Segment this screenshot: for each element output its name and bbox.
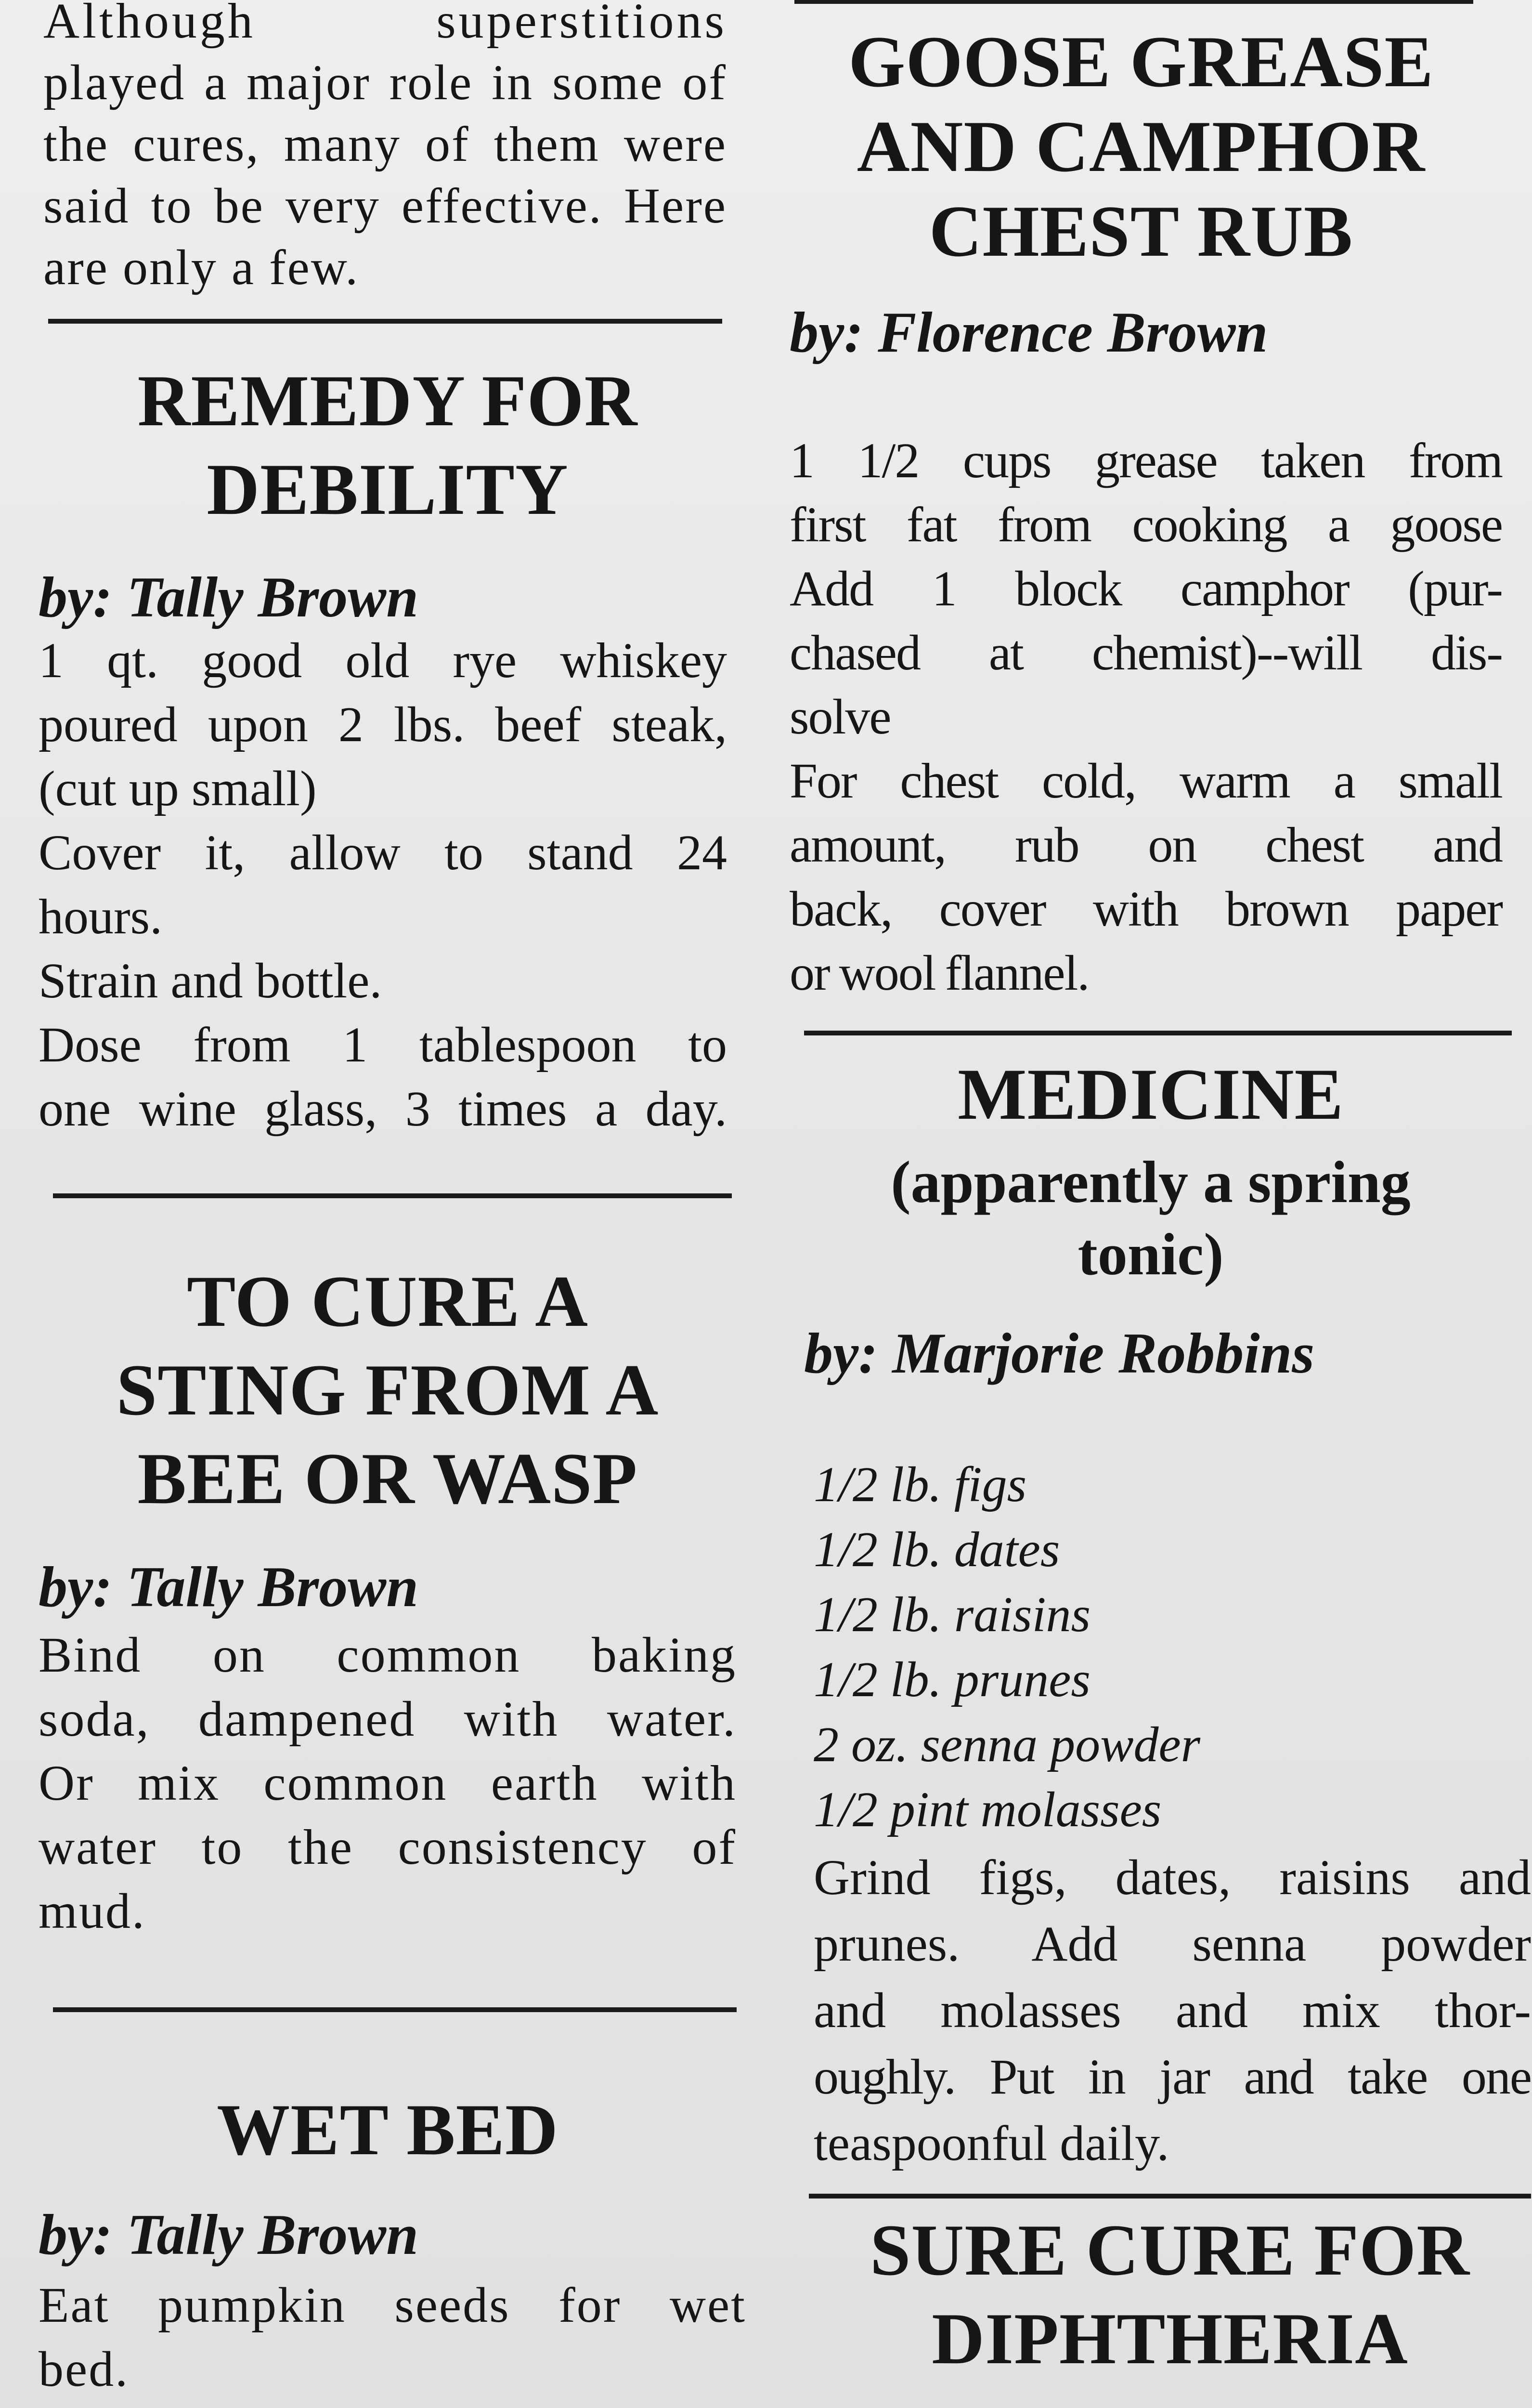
body-line: first fat from cooking a goose bbox=[790, 497, 1502, 552]
body-line: Eat pumpkin seeds for wet bbox=[39, 2277, 746, 2333]
body-line: prunes. Add senna powder bbox=[814, 1916, 1531, 1972]
medicine-subtitle bbox=[794, 1146, 1507, 1291]
body-line: Add 1 block camphor (pur- bbox=[790, 561, 1502, 616]
body-line: teaspoonful daily. bbox=[814, 2116, 1169, 2171]
body-line: oughly. Put in jar and take one bbox=[814, 2049, 1531, 2105]
ingredient-item: 1/2 lb. figs bbox=[814, 1457, 1027, 1512]
medicine-directions bbox=[814, 1845, 1531, 2177]
body-line: For chest cold, warm a small bbox=[790, 753, 1502, 809]
intro-line: said to be very effective. Here bbox=[43, 178, 727, 234]
wetbed-byline: by: Tally Brown bbox=[39, 2202, 418, 2266]
body-line: (cut up small) bbox=[39, 761, 317, 816]
debility-byline: by: Tally Brown bbox=[39, 565, 418, 629]
title-line: SURE CURE FOR bbox=[870, 2210, 1470, 2290]
goose-title bbox=[775, 19, 1507, 274]
section-divider bbox=[53, 1193, 732, 1198]
body-line: back, cover with brown paper bbox=[790, 881, 1502, 937]
intro-line: played a major role in some of bbox=[43, 55, 727, 110]
body-line: 1 qt. good old rye whiskey bbox=[39, 633, 727, 688]
title-line: CHEST RUB bbox=[929, 191, 1353, 272]
body-line: soda, dampened with water. bbox=[39, 1691, 737, 1747]
diphtheria-title bbox=[809, 2206, 1531, 2383]
debility-title bbox=[39, 356, 737, 534]
medicine-byline: by: Marjorie Robbins bbox=[804, 1321, 1315, 1385]
section-divider bbox=[53, 2007, 737, 2012]
section-divider bbox=[809, 2194, 1531, 2199]
title-line: STING FROM A bbox=[116, 1349, 659, 1430]
sting-title bbox=[39, 1257, 737, 1523]
intro-line: Although superstitions bbox=[43, 0, 727, 49]
body-line: water to the consistency of bbox=[39, 1819, 737, 1875]
body-line: bed. bbox=[39, 2342, 130, 2397]
body-line: one wine glass, 3 times a day. bbox=[39, 1081, 727, 1137]
body-line: chased at chemist)--will dis- bbox=[790, 625, 1502, 681]
body-line: Dose from 1 tablespoon to bbox=[39, 1017, 727, 1073]
body-line: 1 1/2 cups grease taken from bbox=[790, 433, 1502, 488]
medicine-ingredients bbox=[814, 1452, 1391, 1842]
subtitle-line: (apparently a spring bbox=[891, 1149, 1411, 1215]
section-divider bbox=[48, 319, 722, 324]
body-line: Grind figs, dates, raisins and bbox=[814, 1850, 1531, 1905]
body-line: Bind on common baking bbox=[39, 1627, 737, 1683]
title-line: DIPHTHERIA bbox=[932, 2298, 1408, 2379]
body-line: poured upon 2 lbs. beef steak, bbox=[39, 697, 727, 752]
body-line: solve bbox=[790, 689, 891, 745]
section-divider bbox=[804, 1031, 1512, 1035]
title-line: TO CURE A bbox=[187, 1261, 588, 1342]
wetbed-title: WET BED bbox=[217, 2089, 558, 2170]
body-line: Cover it, allow to stand 24 bbox=[39, 825, 727, 880]
ingredient-item: 1/2 lb. raisins bbox=[814, 1587, 1091, 1642]
sting-byline: by: Tally Brown bbox=[39, 1555, 418, 1619]
title-line: DEBILITY bbox=[207, 449, 569, 530]
title-line: AND CAMPHOR bbox=[857, 106, 1426, 187]
body-line: Strain and bottle. bbox=[39, 953, 382, 1008]
section-divider bbox=[794, 0, 1473, 4]
goose-body bbox=[790, 429, 1502, 1005]
intro-line: are only a few. bbox=[43, 240, 360, 295]
intro-paragraph bbox=[43, 0, 727, 299]
sting-body bbox=[39, 1623, 737, 1943]
body-line: and molasses and mix thor- bbox=[814, 1983, 1531, 2038]
subtitle-line: tonic) bbox=[1078, 1221, 1224, 1287]
title-line: REMEDY FOR bbox=[137, 360, 638, 441]
wetbed-body bbox=[39, 2273, 746, 2401]
title-line: BEE OR WASP bbox=[137, 1438, 638, 1519]
body-line: Or mix common earth with bbox=[39, 1755, 737, 1811]
ingredient-item: 1/2 lb. dates bbox=[814, 1522, 1060, 1577]
ingredient-item: 1/2 lb. prunes bbox=[814, 1652, 1091, 1707]
intro-line: the cures, many of them were bbox=[43, 117, 727, 172]
debility-body bbox=[39, 628, 727, 1141]
ingredient-item: 2 oz. senna powder bbox=[814, 1717, 1201, 1772]
goose-byline: by: Florence Brown bbox=[790, 300, 1268, 364]
medicine-title: MEDICINE bbox=[958, 1054, 1344, 1135]
body-line: mud. bbox=[39, 1884, 146, 1939]
ingredient-item: 1/2 pint molasses bbox=[814, 1782, 1162, 1837]
body-line: hours. bbox=[39, 889, 163, 944]
body-line: amount, rub on chest and bbox=[790, 817, 1502, 873]
body-line: or wool flannel. bbox=[790, 945, 1089, 1001]
title-line: GOOSE GREASE bbox=[848, 21, 1434, 102]
